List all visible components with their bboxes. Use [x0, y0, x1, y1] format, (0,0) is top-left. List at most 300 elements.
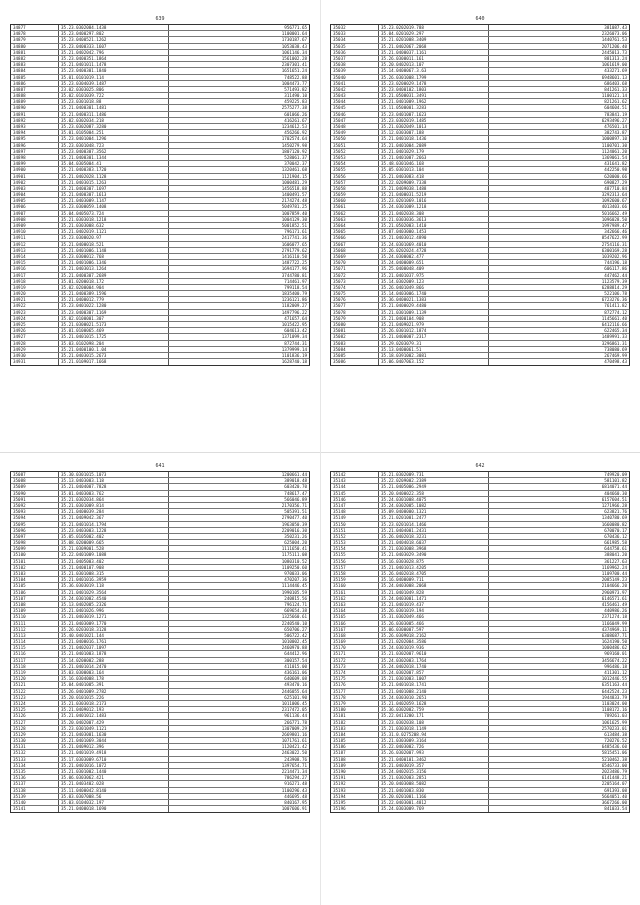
- row-code-cell: 35.26.0401009.2782: [59, 689, 169, 694]
- row-code-cell: 35.21.0404001.2431: [379, 528, 489, 533]
- row-code-cell: 35.23.0400521.1262: [59, 37, 169, 42]
- row-id-cell: 34887: [11, 87, 59, 92]
- row-amount-cell: 738080.69: [604, 346, 627, 352]
- row-amount-cell: 6412116.66: [601, 322, 627, 327]
- row-code-cell: 35.21.0401069.3044: [59, 738, 169, 743]
- row-amount-cell: 1628740.18: [281, 359, 307, 365]
- row-amount-cell: 613484.38: [604, 731, 627, 737]
- row-id-cell: 35120: [11, 676, 59, 681]
- row-amount-cell: 821261.62: [604, 99, 627, 105]
- row-id-cell: 35124: [11, 701, 59, 706]
- row-amount-cell: 796171.61: [284, 229, 307, 235]
- row-id-cell: 35033: [331, 31, 379, 36]
- row-code-cell: 35.23.0400307.1169: [59, 310, 169, 315]
- row-code-cell: 35.20.0201001.1166: [379, 794, 489, 799]
- row-id-cell: 34881: [11, 50, 59, 55]
- row-amount-cell: 1061619.00: [601, 62, 627, 68]
- row-code-cell: 35.21.0109017.1668: [59, 359, 169, 365]
- row-amount-cell: 2460970.88: [281, 645, 307, 651]
- row-amount-cell: 1109250.60: [281, 564, 307, 570]
- row-id-cell: 35125: [11, 707, 59, 712]
- row-code-cell: 35.26.0300011.161: [379, 56, 489, 61]
- row-id-cell: 35054: [331, 161, 379, 166]
- row-code-cell: 35.24.0303009.769: [379, 806, 489, 812]
- row-code-cell: 35.09.0400000.1321: [379, 509, 489, 514]
- row-code-cell: 35.31.0.0275208.94: [379, 732, 489, 737]
- row-code-cell: 35.23.0202019.788: [379, 25, 489, 30]
- row-amount-cell: 471657.64: [284, 315, 307, 321]
- row-amount-cell: 2214471.34: [281, 769, 307, 774]
- row-code-cell: 35.21.0303018.1218: [59, 217, 169, 222]
- row-amount-cell: 240815.56: [284, 595, 307, 601]
- row-amount-cell: 2209016.30: [281, 527, 307, 533]
- row-code-cell: 35.21.0403015.2673: [59, 353, 169, 358]
- row-code-cell: 35.14.0400067.3.63: [379, 68, 489, 73]
- row-id-cell: 35107: [11, 596, 59, 601]
- row-code-cell: 35.21.0400307.2689: [59, 273, 169, 278]
- row-id-cell: 34907: [11, 211, 59, 216]
- row-code-cell: 35.23.0302087.3280: [59, 124, 169, 129]
- row-code-cell: 35.21.0401016.3959: [59, 577, 169, 582]
- row-id-cell: 34911: [11, 235, 59, 240]
- row-amount-cell: 881313.24: [604, 55, 627, 61]
- row-amount-cell: 342666.46: [604, 229, 627, 235]
- row-code-cell: 35.21.0302049.1013: [379, 124, 489, 129]
- row-amount-cell: 2791779.62: [281, 247, 307, 253]
- row-amount-cell: 996486.18: [604, 663, 627, 669]
- row-id-cell: 35114: [11, 639, 59, 644]
- row-id-cell: 35039: [331, 68, 379, 73]
- row-amount-cell: 6288814.29: [601, 284, 627, 290]
- row-amount-cell: 1651651.24: [281, 68, 307, 74]
- data-table: [10, 24, 310, 366]
- row-id-cell: 35139: [11, 794, 59, 799]
- row-id-cell: 35081: [331, 328, 379, 333]
- row-code-cell: 35.21.0401019.4918: [59, 750, 169, 755]
- row-amount-cell: 470207.36: [284, 577, 307, 583]
- row-amount-cell: 459225.83: [284, 99, 307, 105]
- row-code-cell: 35.21.0401018.1436: [379, 136, 489, 141]
- row-code-cell: 35.21.0400311.1486: [59, 112, 169, 117]
- row-id-cell: 35181: [331, 713, 379, 718]
- row-id-cell: 35171: [331, 651, 379, 656]
- row-code-cell: 35.21.0301009.1139: [379, 310, 489, 315]
- row-id-cell: 35133: [11, 757, 59, 762]
- row-code-cell: 35.21.0403402.028: [59, 781, 169, 786]
- row-id-cell: 35048: [331, 124, 379, 129]
- row-code-cell: 35.21.0403015.1263: [59, 180, 169, 185]
- row-id-cell: 35167: [331, 627, 379, 632]
- row-code-cell: 35.21.0400301.1481: [59, 105, 169, 110]
- row-code-cell: 35.24.0402015.3156: [379, 769, 489, 774]
- row-amount-cell: 1963050.39: [281, 521, 307, 527]
- row-amount-cell: 1000481.29: [281, 179, 307, 185]
- row-amount-cell: 1307009.29: [281, 725, 307, 731]
- row-code-cell: 35.21.0403012.4890: [379, 235, 489, 240]
- row-id-cell: 34884: [11, 68, 59, 73]
- row-id-cell: 35140: [11, 800, 59, 805]
- row-id-cell: 34892: [11, 118, 59, 123]
- row-amount-cell: 2174274.48: [281, 198, 307, 204]
- row-amount-cell: 6948601.13: [601, 74, 627, 80]
- row-code-cell: 35.36.0302002.759: [379, 707, 489, 712]
- row-code-cell: 35.26.0203018.3128: [59, 627, 169, 632]
- row-id-cell: 35122: [11, 689, 59, 694]
- row-id-cell: 35142: [331, 472, 379, 477]
- row-code-cell: 35.22.0209009.7338: [379, 180, 489, 185]
- row-id-cell: 35091: [11, 497, 59, 502]
- row-amount-cell: 1096028.50: [601, 216, 627, 222]
- row-id-cell: 34914: [11, 254, 59, 259]
- row-code-cell: 35.21.0400101.3462: [379, 757, 489, 762]
- row-code-cell: 35.13.0403003.118: [59, 478, 169, 483]
- row-amount-cell: 361227.63: [604, 558, 627, 564]
- row-amount-cell: 1325660.61: [281, 614, 307, 620]
- row-id-cell: 35134: [11, 763, 59, 768]
- row-id-cell: 35046: [331, 112, 379, 117]
- row-id-cell: 35035: [331, 44, 379, 49]
- row-amount-cell: 2085149.23: [601, 577, 627, 583]
- row-code-cell: 35.21.0400012.779: [59, 297, 169, 302]
- row-code-cell: 35.02.0100001.307: [59, 316, 169, 321]
- row-amount-cell: 267469.99: [604, 352, 627, 358]
- row-id-cell: 35078: [331, 310, 379, 315]
- row-id-cell: 35117: [11, 658, 59, 663]
- row-code-cell: 35.21.0400104.908: [379, 316, 489, 321]
- row-amount-cell: 2170356.71: [281, 502, 307, 508]
- row-amount-cell: 2205164.07: [601, 781, 627, 787]
- row-id-cell: 34888: [11, 93, 59, 98]
- row-id-cell: 34885: [11, 75, 59, 80]
- row-id-cell: 35090: [11, 491, 59, 496]
- row-id-cell: 35173: [331, 664, 379, 669]
- row-id-cell: 35050: [331, 136, 379, 141]
- row-amount-cell: 1624190.50: [601, 639, 627, 645]
- row-id-cell: 35053: [331, 155, 379, 160]
- row-amount-cell: 640609.08: [284, 676, 307, 682]
- row-code-cell: 35.21.0401014.1794: [59, 522, 169, 527]
- row-code-cell: 35.21.0402042.796: [59, 50, 169, 55]
- row-id-cell: 35162: [331, 596, 379, 601]
- row-code-cell: 35.26.0302007.993: [379, 750, 489, 755]
- row-amount-cell: 1450279.98: [281, 142, 307, 148]
- row-id-cell: 34900: [11, 167, 59, 172]
- row-id-cell: 34893: [11, 124, 59, 129]
- row-code-cell: 35.04.0401005.391: [59, 682, 169, 687]
- row-code-cell: 35.24.0301019.936: [379, 645, 489, 650]
- page-number: 639: [155, 16, 165, 22]
- row-amount-cell: 4156461.49: [601, 601, 627, 607]
- row-id-cell: 35100: [11, 552, 59, 557]
- row-amount-cell: 1489991.33: [601, 334, 627, 340]
- row-amount-cell: 961136.44: [284, 713, 307, 719]
- row-id-cell: 34891: [11, 112, 59, 117]
- row-id-cell: 35057: [331, 180, 379, 185]
- row-code-cell: 35.13.0400061.51: [379, 347, 489, 352]
- row-amount-cell: 411015.00: [284, 663, 307, 669]
- row-id-cell: 35052: [331, 149, 379, 154]
- row-code-cell: 35.23.0301048.723: [59, 143, 169, 148]
- table-row: [11, 806, 309, 812]
- row-code-cell: 35.21.0401006.1148: [59, 248, 169, 253]
- row-code-cell: 35.21.0303008.3968: [379, 546, 489, 551]
- row-id-cell: 35132: [11, 750, 59, 755]
- row-id-cell: 35185: [331, 738, 379, 743]
- row-id-cell: 34912: [11, 242, 59, 247]
- row-id-cell: 35062: [331, 211, 379, 216]
- data-table: [330, 24, 630, 366]
- row-code-cell: 35.24.0403008.2068: [379, 583, 489, 588]
- row-code-cell: 35.21.0403019.1271: [59, 614, 169, 619]
- row-code-cell: 35.21.0401008.2140: [379, 689, 489, 694]
- row-id-cell: 34903: [11, 186, 59, 191]
- row-amount-cell: 404660.30: [604, 490, 627, 496]
- row-amount-cell: 3296861.31: [601, 340, 627, 346]
- row-id-cell: 34886: [11, 81, 59, 86]
- row-id-cell: 34897: [11, 149, 59, 154]
- row-id-cell: 35104: [11, 577, 59, 582]
- row-amount-cell: 748617.47: [284, 490, 307, 496]
- row-code-cell: 35.23.0300059.1408: [59, 204, 169, 209]
- row-id-cell: 35126: [11, 713, 59, 718]
- row-code-cell: 35.21.0401013.4205: [379, 565, 489, 570]
- row-amount-cell: 789261.03: [604, 713, 627, 719]
- row-id-cell: 35118: [11, 664, 59, 669]
- row-code-cell: 35.22.0403002.726: [379, 744, 489, 749]
- row-code-cell: 35.21.0402067.2068: [379, 44, 489, 49]
- row-code-cell: 35.12.0303007.188: [379, 130, 489, 135]
- row-amount-cell: 1440761.53: [601, 37, 627, 43]
- row-code-cell: 35.03.0300003.164: [59, 670, 169, 675]
- row-amount-cell: 1111650.41: [281, 546, 307, 552]
- row-id-cell: 35128: [11, 726, 59, 731]
- row-amount-cell: 1004473.77: [281, 80, 307, 86]
- row-amount-cell: 1807120.92: [281, 148, 307, 154]
- row-amount-cell: 1456518.88: [281, 185, 307, 191]
- row-code-cell: 35.48.0301046.168: [379, 161, 489, 166]
- row-amount-cell: 720276.52: [604, 738, 627, 744]
- row-code-cell: 35.23.0400301.1840: [59, 68, 169, 73]
- row-id-cell: 35108: [11, 602, 59, 607]
- page-639: [10, 16, 310, 366]
- row-amount-cell: 506722.42: [284, 632, 307, 638]
- row-id-cell: 34918: [11, 279, 59, 284]
- row-code-cell: 35.21.0405006.2949: [379, 484, 489, 489]
- row-id-cell: 34931: [11, 359, 59, 365]
- row-amount-cell: 1007859.40: [281, 210, 307, 216]
- row-code-cell: 35.24.0303010.2651: [379, 695, 489, 700]
- row-amount-cell: 601066.26: [284, 111, 307, 117]
- row-amount-cell: 3456674.22: [601, 657, 627, 663]
- row-amount-cell: 1660080.82: [601, 521, 627, 527]
- row-code-cell: 35.23.0304039.1487: [59, 81, 169, 86]
- row-amount-cell: 714461.97: [284, 278, 307, 284]
- row-amount-cell: 6723276.36: [601, 297, 627, 303]
- row-id-cell: 35175: [331, 676, 379, 681]
- row-id-cell: 35082: [331, 334, 379, 339]
- row-amount-cell: 505391.51: [284, 509, 307, 515]
- row-code-cell: 35.21.0409021.979: [379, 322, 489, 327]
- row-amount-cell: 447462.44: [604, 272, 627, 278]
- row-id-cell: 34883: [11, 62, 59, 67]
- row-amount-cell: 606117.86: [604, 266, 627, 272]
- row-id-cell: 35037: [331, 56, 379, 61]
- row-id-cell: 35067: [331, 242, 379, 247]
- row-id-cell: 35060: [331, 198, 379, 203]
- row-code-cell: 35.21.0400018.1690: [59, 806, 169, 812]
- row-amount-cell: 470498.43: [604, 359, 627, 365]
- row-id-cell: 35150: [331, 522, 379, 527]
- row-id-cell: 34922: [11, 303, 59, 308]
- row-amount-cell: 1015422.95: [281, 322, 307, 327]
- row-code-cell: 35.21.0400007.2317: [379, 334, 489, 339]
- row-id-cell: 35152: [331, 534, 379, 539]
- row-code-cell: 35.23.0400297.802: [59, 31, 169, 36]
- row-id-cell: 35153: [331, 540, 379, 545]
- row-code-cell: 35.21.0405003.402: [59, 559, 169, 564]
- row-amount-cell: 916271.48: [284, 781, 307, 787]
- row-code-cell: 35.21.0403001.1630: [59, 732, 169, 737]
- row-code-cell: 35.23.0401004.1296: [59, 136, 169, 141]
- row-amount-cell: 1606077.65: [281, 241, 307, 247]
- row-amount-cell: 476501.14: [604, 124, 627, 129]
- row-amount-cell: 1487722.25: [281, 260, 307, 266]
- row-code-cell: 35.21.0401007.2663: [379, 155, 489, 160]
- row-amount-cell: 691393.08: [604, 787, 627, 793]
- row-code-cell: 35.21.0401016.1072: [59, 763, 169, 768]
- row-code-cell: 35.03.0307008.56: [59, 794, 169, 799]
- row-amount-cell: 416261.67: [284, 117, 307, 123]
- row-code-cell: 35.23.0300020.97: [59, 235, 169, 240]
- row-amount-cell: 761411.82: [604, 303, 627, 309]
- row-code-cell: 35.24.0301009.1218: [379, 204, 489, 209]
- row-amount-cell: 625004.20: [284, 540, 307, 546]
- row-code-cell: 35.21.0302007.9610: [379, 651, 489, 656]
- row-code-cell: 35.21.0401006.1346: [59, 260, 169, 265]
- row-amount-cell: 670070.17: [604, 527, 627, 533]
- row-amount-cell: 1371099.34: [281, 334, 307, 340]
- row-amount-cell: 1100121.14: [601, 93, 627, 99]
- row-id-cell: 35069: [331, 254, 379, 259]
- row-code-cell: 35.21.0409042.367: [59, 515, 169, 520]
- row-id-cell: 35184: [331, 732, 379, 737]
- row-id-cell: 35038: [331, 62, 379, 67]
- row-code-cell: 35.31.0302049.466: [379, 614, 489, 619]
- row-code-cell: 35.05.0105002.402: [59, 534, 169, 539]
- row-code-cell: 35.21.0301009.814: [59, 503, 169, 508]
- row-id-cell: 35166: [331, 621, 379, 626]
- row-id-cell: 35136: [11, 775, 59, 780]
- row-id-cell: 35186: [331, 744, 379, 749]
- row-code-cell: 35.29.0203079.31: [379, 341, 489, 346]
- row-amount-cell: 1007606.91: [281, 806, 307, 812]
- row-amount-cell: 1944833.79: [601, 694, 627, 700]
- row-amount-cell: 969160.01: [604, 651, 627, 657]
- row-amount-cell: 440986.26: [604, 608, 627, 614]
- row-code-cell: 35.26.0301012.1874: [379, 328, 489, 333]
- row-amount-cell: 6814071.44: [601, 484, 627, 490]
- row-id-cell: 34910: [11, 229, 59, 234]
- row-amount-cell: 2445013.73: [601, 49, 627, 55]
- row-id-cell: 34909: [11, 223, 59, 228]
- row-amount-cell: 690827.29: [604, 179, 627, 185]
- row-code-cell: 35.26.0301008.1799: [379, 75, 489, 80]
- row-id-cell: 34919: [11, 285, 59, 290]
- row-id-cell: 35103: [11, 571, 59, 576]
- row-amount-cell: 1200661.44: [281, 472, 307, 477]
- row-code-cell: 35.21.0401049.828: [379, 590, 489, 595]
- row-amount-cell: 581101.82: [604, 478, 627, 484]
- row-amount-cell: 1369061.54: [601, 154, 627, 160]
- row-amount-cell: 2960973.97: [601, 589, 627, 595]
- page-number: 640: [475, 16, 485, 22]
- row-id-cell: 35168: [331, 633, 379, 638]
- row-code-cell: 35.36.0400021.1383: [379, 297, 489, 302]
- row-amount-cell: 3667266.00: [601, 799, 627, 805]
- row-amount-cell: 528061.37: [284, 154, 307, 160]
- row-amount-cell: 1071761.61: [281, 738, 307, 744]
- row-code-cell: 35.26.0401049.866: [379, 285, 489, 290]
- row-amount-cell: 2570233.01: [601, 725, 627, 731]
- row-code-cell: 35.21.0401012.1483: [59, 713, 169, 718]
- row-amount-cell: 749920.09: [604, 472, 627, 477]
- row-amount-cell: 243908.76: [284, 756, 307, 762]
- row-code-cell: 35.04.0405073.724: [59, 211, 169, 216]
- row-amount-cell: 6351163.44: [601, 682, 627, 688]
- row-code-cell: 35.21.0309001.528: [59, 546, 169, 551]
- row-code-cell: 35.23.0300012.768: [59, 254, 169, 259]
- row-code-cell: 35.21.0400307.1613: [59, 192, 169, 197]
- row-id-cell: 35130: [11, 738, 59, 743]
- row-amount-cell: 350231.26: [284, 533, 307, 539]
- row-id-cell: 35195: [331, 800, 379, 805]
- row-id-cell: 35098: [11, 540, 59, 545]
- row-id-cell: 35066: [331, 235, 379, 240]
- row-id-cell: 34890: [11, 105, 59, 110]
- row-code-cell: 35.21.0400383.1720: [59, 167, 169, 172]
- row-id-cell: 34898: [11, 155, 59, 160]
- row-code-cell: 35.03.0102098.204: [59, 341, 169, 346]
- row-amount-cell: 1121904.15: [281, 173, 307, 179]
- row-id-cell: 35183: [331, 726, 379, 731]
- row-id-cell: 35144: [331, 484, 379, 489]
- row-id-cell: 35074: [331, 285, 379, 290]
- row-amount-cell: 1012446.55: [601, 676, 627, 682]
- row-code-cell: 35.04.0305004.41: [59, 161, 169, 166]
- row-amount-cell: 5815451.06: [601, 750, 627, 756]
- row-code-cell: 35.26.0202024.4728: [379, 248, 489, 253]
- row-amount-cell: 311490.10: [284, 93, 307, 99]
- row-code-cell: 35.21.0403013.1264: [59, 266, 169, 271]
- row-amount-cell: 2104666.20: [601, 583, 627, 589]
- row-id-cell: 35160: [331, 583, 379, 588]
- row-id-cell: 35056: [331, 174, 379, 179]
- row-code-cell: 35.23.0301049.1121: [59, 726, 169, 731]
- row-id-cell: 35143: [331, 478, 379, 483]
- row-id-cell: 34899: [11, 161, 59, 166]
- row-amount-cell: 841033.54: [604, 806, 627, 812]
- row-code-cell: 35.21.0303036.3613: [379, 217, 489, 222]
- row-code-cell: 35.06.0303062.421: [59, 775, 169, 780]
- row-id-cell: 35095: [11, 522, 59, 527]
- row-amount-cell: 1182009.27: [281, 303, 307, 309]
- row-code-cell: 35.23.0401022.1280: [59, 303, 169, 308]
- row-amount-cell: 1114446.45: [281, 583, 307, 589]
- row-id-cell: 34917: [11, 273, 59, 278]
- row-id-cell: 35109: [11, 608, 59, 613]
- row-id-cell: 34880: [11, 44, 59, 49]
- row-code-cell: 35.03.0104032.197: [59, 800, 169, 805]
